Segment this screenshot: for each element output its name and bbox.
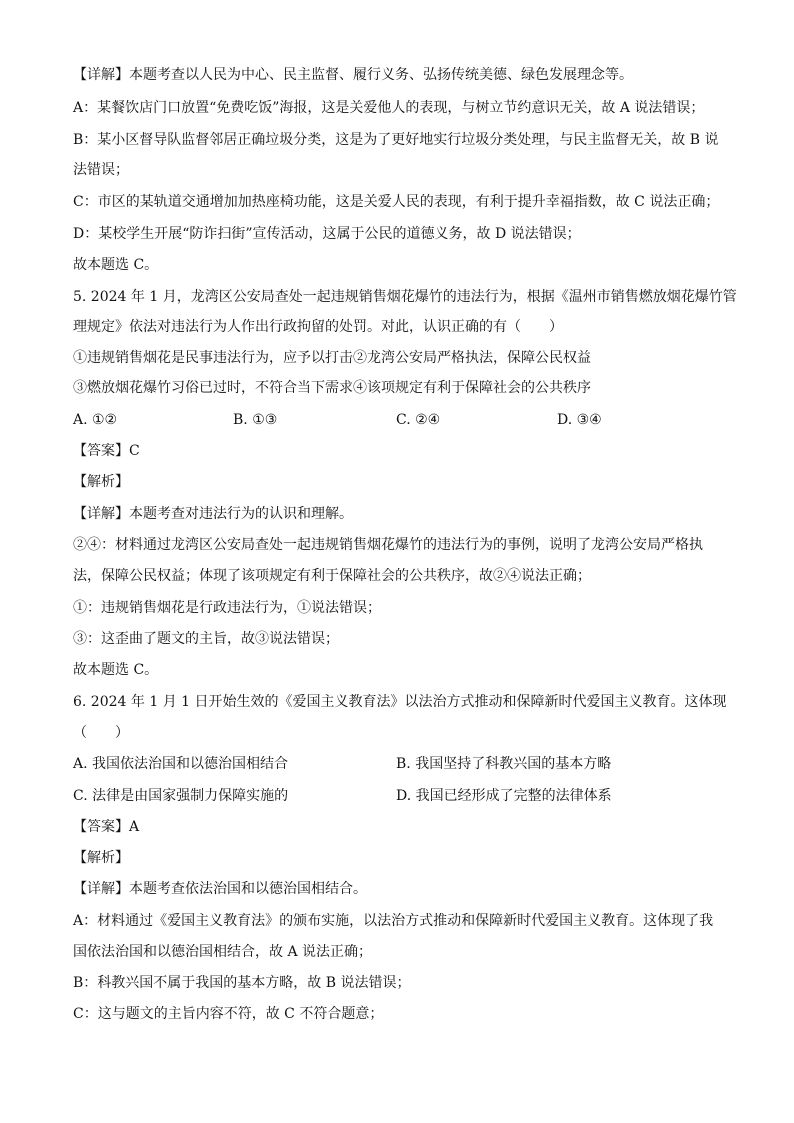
- q6-option-d: D. 我国已经形成了完整的法律体系: [396, 788, 612, 804]
- explanation-text: 法错误；: [73, 162, 129, 178]
- explanation-text: 国依法治国和以德治国相结合，故 A 说法正确；: [73, 944, 373, 960]
- q5-option-d: D. ③④: [557, 412, 602, 428]
- q6-option-c: C. 法律是由国家强制力保障实施的: [73, 788, 289, 804]
- q5-option-a: A. ①②: [73, 412, 118, 428]
- explanation-text: C：市区的某轨道交通增加加热座椅功能，这是关爱人民的表现，有利于提升幸福指数，故 C 说法正确；: [73, 194, 720, 210]
- explanation-text: ③：这歪曲了题文的主旨，故③说法错误；: [73, 631, 339, 647]
- q6-option-b: B. 我国坚持了科教兴国的基本方略: [396, 756, 612, 772]
- analysis-label: 【解析】: [73, 474, 129, 490]
- q5-option-c: C. ②④: [396, 412, 441, 428]
- q6-option-a: A. 我国依法治国和以德治国相结合: [73, 756, 289, 772]
- explanation-text: 【详解】本题考查以人民为中心、民主监督、履行义务、弘扬传统美德、绿色发展理念等。: [73, 67, 633, 83]
- question-6-stem: （ ）: [73, 725, 129, 741]
- analysis-label: 【解析】: [73, 850, 129, 866]
- conclusion-text: 故本题选 C。: [73, 662, 159, 678]
- question-5-statements: ①违规销售烟花是民事违法行为，应予以打击②龙湾公安局严格执法，保障公民权益: [73, 350, 591, 366]
- answer-label: 【答案】A: [73, 819, 140, 835]
- explanation-text: 法，保障公民权益；体现了该项规定有利于保障社会的公共秩序，故②④说法正确；: [73, 568, 591, 584]
- explanation-text: 【详解】本题考查对违法行为的认识和理解。: [73, 506, 353, 522]
- explanation-text: ①：违规销售烟花是行政违法行为，①说法错误；: [73, 600, 381, 616]
- q5-option-b: B. ①③: [233, 412, 278, 428]
- question-5-stem: 5. 2024 年 1 月，龙湾区公安局查处一起违规销售烟花爆竹的违法行为，根据《温州市销售燃放烟花爆竹管: [73, 289, 737, 305]
- explanation-text: B：科教兴国不属于我国的基本方略，故 B 说法错误；: [73, 975, 411, 991]
- explanation-text: D：某校学生开展“防诈扫街”宣传活动，这属于公民的道德义务，故 D 说法错误；: [73, 226, 581, 242]
- question-5-statements: ③燃放烟花爆竹习俗已过时，不符合当下需求④该项规定有利于保障社会的公共秩序: [73, 380, 591, 396]
- explanation-text: ②④：材料通过龙湾区公安局查处一起违规销售烟花爆竹的违法行为的事例，说明了龙湾公安局严格执: [73, 537, 703, 553]
- answer-label: 【答案】C: [73, 443, 140, 459]
- explanation-text: A：某餐饮店门口放置“免费吃饭”海报，这是关爱他人的表现，与树立节约意识无关，故 A 说法错误；: [73, 100, 705, 116]
- explanation-text: 【详解】本题考查依法治国和以德治国相结合。: [73, 881, 367, 897]
- question-5-stem: 理规定》依法对违法行为人作出行政拘留的处罚。对此，认识正确的有（ ）: [73, 319, 563, 335]
- question-6-stem: 6. 2024 年 1 月 1 日开始生效的《爱国主义教育法》以法治方式推动和保障新时代爱国主义教育。这体现: [73, 694, 727, 710]
- conclusion-text: 故本题选 C。: [73, 257, 159, 273]
- explanation-text: B：某小区督导队监督邻居正确垃圾分类，这是为了更好地实行垃圾分类处理，与民主监督无关，故 B 说: [73, 132, 719, 148]
- explanation-text: C：这与题文的主旨内容不符，故 C 不符合题意；: [73, 1006, 384, 1022]
- explanation-text: A：材料通过《爱国主义教育法》的颁布实施，以法治方式推动和保障新时代爱国主义教育。这体现了我: [73, 913, 714, 929]
